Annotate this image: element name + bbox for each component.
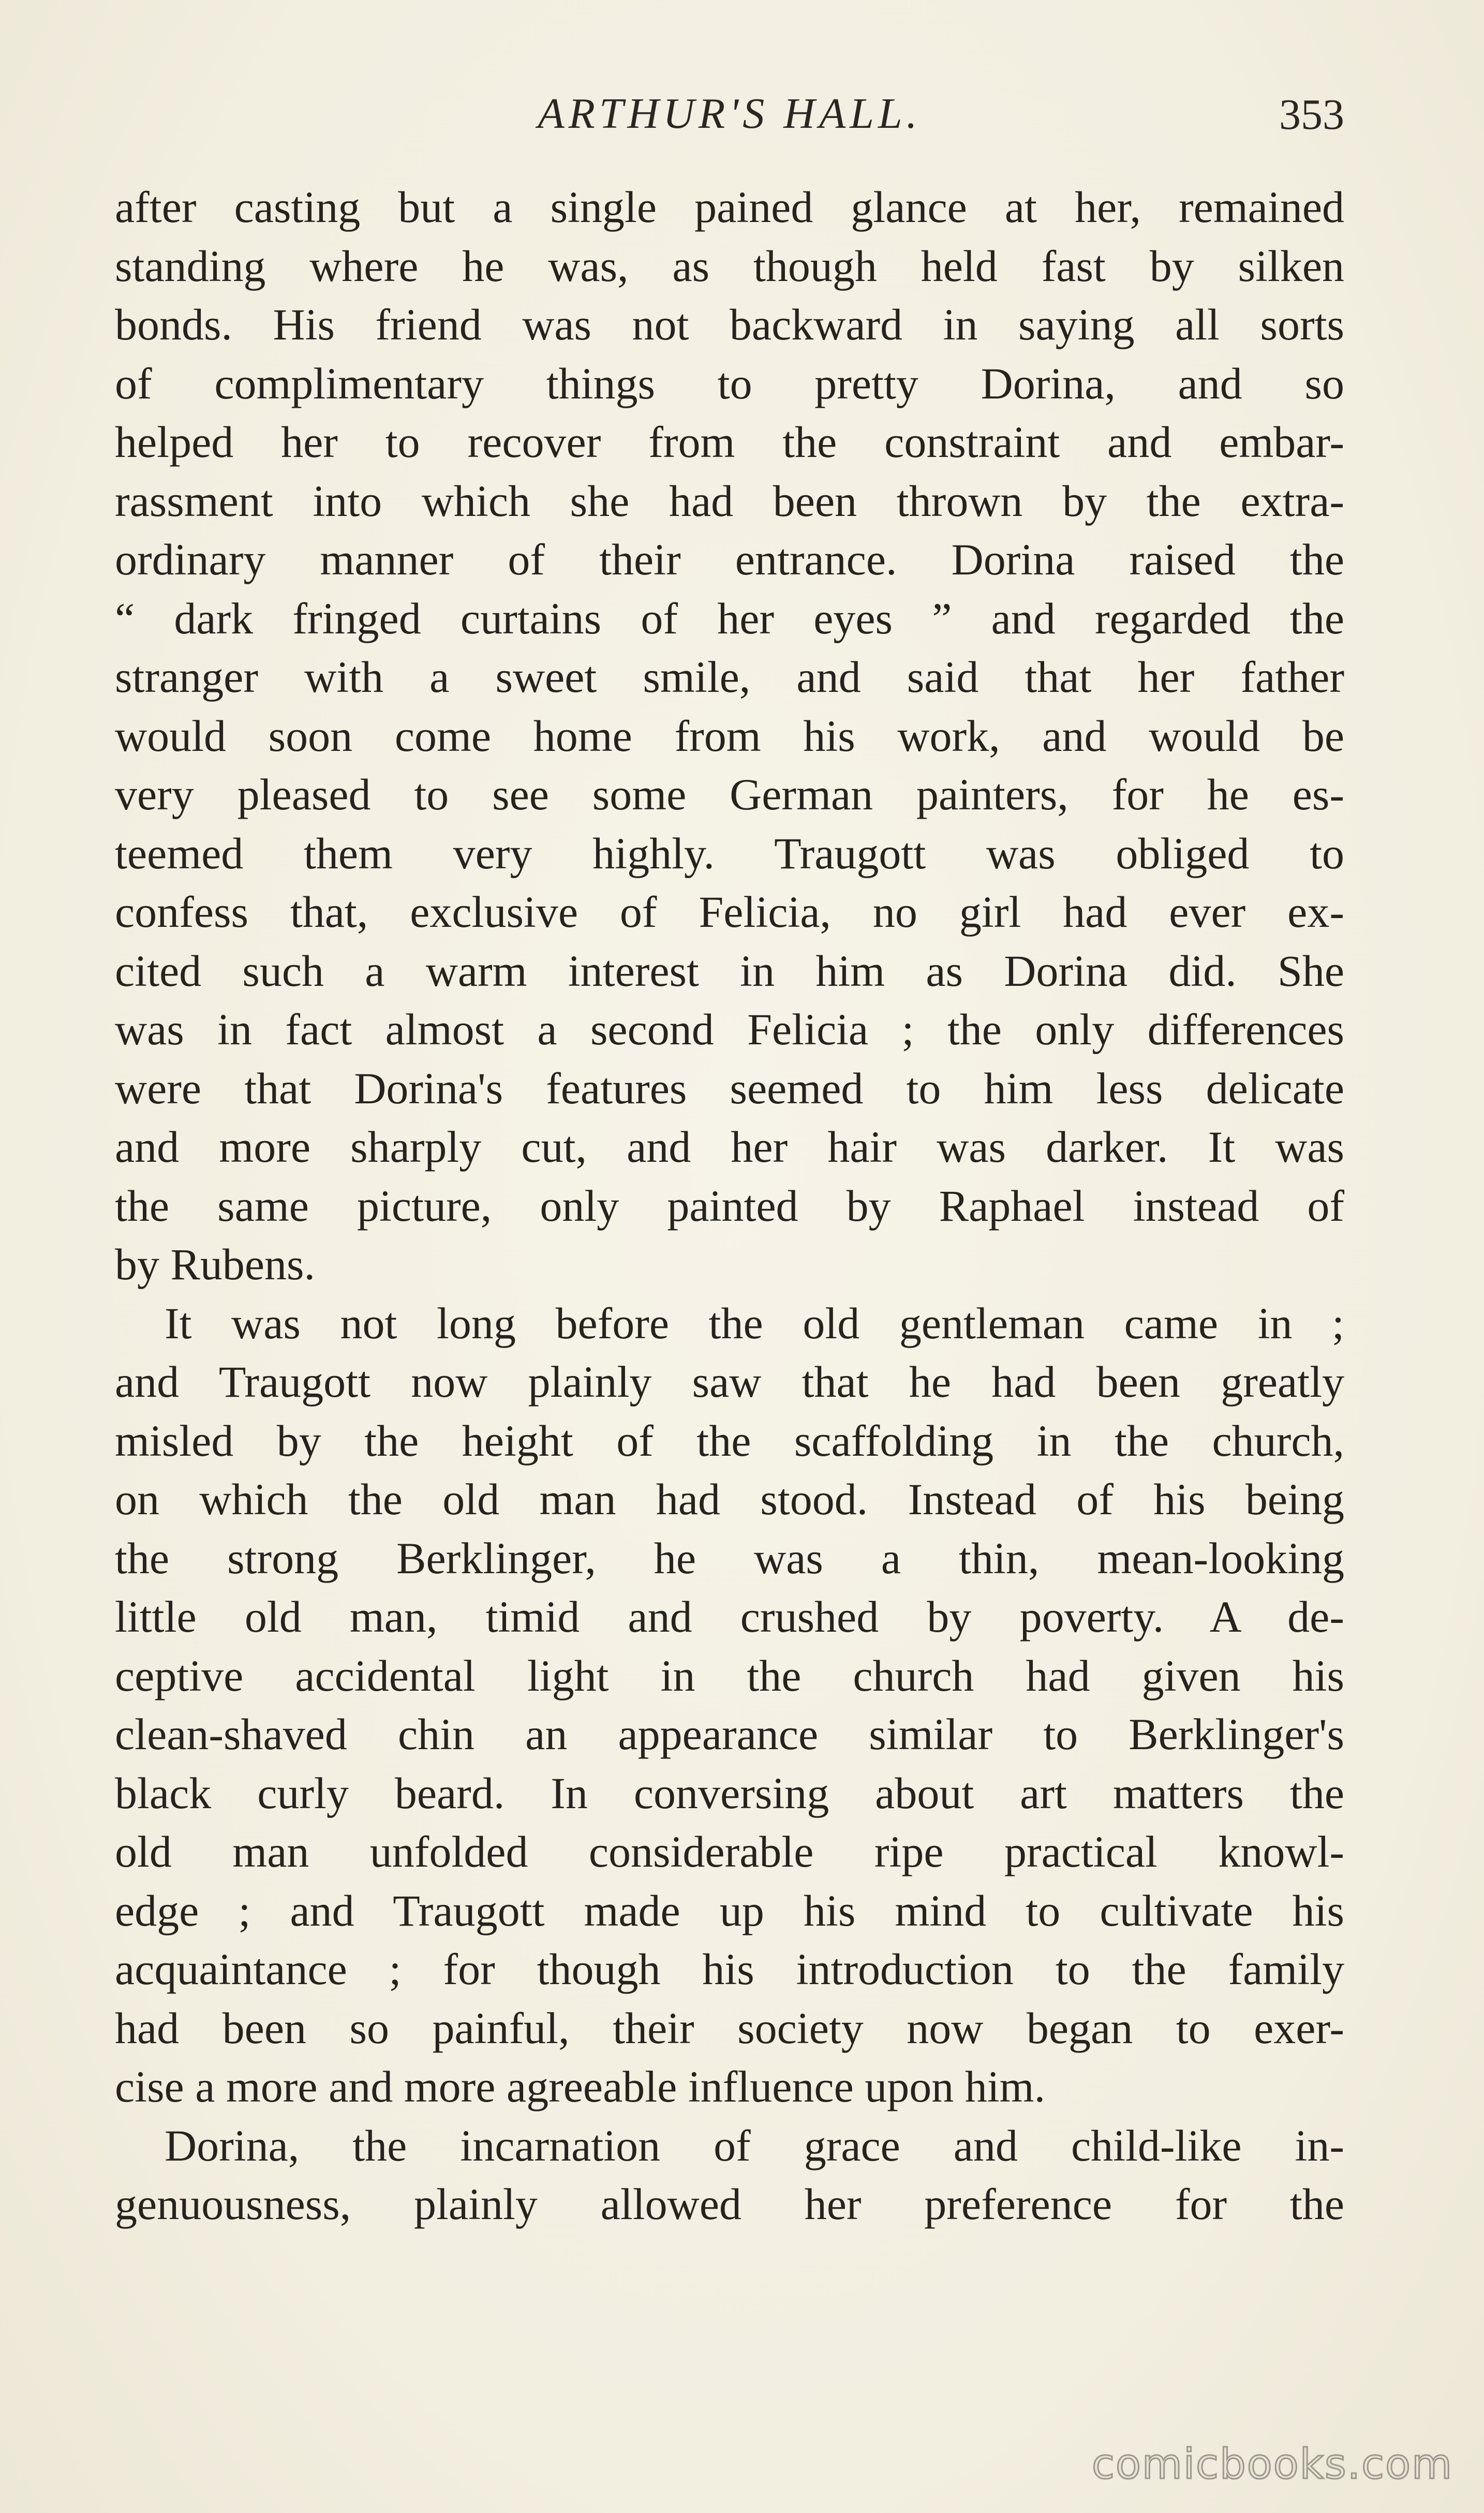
text-line: after casting but a single pained glance at her, remained <box>115 182 1344 232</box>
page-number: 353 <box>1279 91 1344 139</box>
text-line: old man unfolded considerable ripe practical knowl- <box>115 1827 1344 1876</box>
text-line: teemed them very highly. Traugott was obliged to <box>115 828 1344 878</box>
text-line: standing where he was, as though held fast by silken <box>115 241 1344 291</box>
text-line: cited such a warm interest in him as Dorina did. She <box>115 945 1344 996</box>
text-line: misled by the height of the scaffolding in the church, <box>115 1415 1344 1466</box>
text-line: confess that, exclusive of Felicia, no girl had ever ex- <box>115 887 1344 937</box>
text-line: stranger with a sweet smile, and said that her father <box>115 652 1344 702</box>
text-line: It was not long before the old gentleman came in ; <box>165 1298 1344 1348</box>
text-line: of complimentary things to pretty Dorina, and so <box>115 358 1344 408</box>
text-line: very pleased to see some German painters, for he es- <box>115 770 1344 819</box>
text-line: had been so painful, their society now began to exer- <box>115 2003 1344 2053</box>
text-line: would soon come home from his work, and would be <box>115 711 1344 761</box>
page-header <box>115 85 1344 147</box>
text-line: were that Dorina's features seemed to him less delicate <box>115 1063 1344 1113</box>
text-line: and more sharply cut, and her hair was darker. It was <box>115 1122 1344 1172</box>
text-line: rassment into which she had been thrown by the extra- <box>115 476 1344 526</box>
text-line: “ dark fringed curtains of her eyes ” and regarded the <box>115 593 1344 643</box>
running-title: ARTHUR'S HALL. <box>538 90 922 138</box>
text-line: and Traugott now plainly saw that he had been greatly <box>115 1357 1344 1407</box>
text-line: clean-shaved chin an appearance similar to Berklinger's <box>115 1709 1344 1759</box>
text-line: ordinary manner of their entrance. Dorina raised the <box>115 535 1344 584</box>
text-line: the strong Berklinger, he was a thin, mean-looking <box>115 1533 1344 1583</box>
text-line: genuousness, plainly allowed her preference for the <box>115 2179 1344 2229</box>
text-line: Dorina, the incarnation of grace and child-like in- <box>165 2120 1344 2170</box>
text-line: ceptive accidental light in the church had given his <box>115 1650 1344 1701</box>
text-line: acquaintance ; for though his introduction to the family <box>115 1944 1344 1994</box>
paragraph <box>115 2117 1344 2234</box>
body-text <box>115 178 1344 2234</box>
text-line: edge ; and Traugott made up his mind to cultivate his <box>115 1885 1344 1935</box>
text-line: bonds. His friend was not backward in saying all sorts <box>115 300 1344 349</box>
text-line: black curly beard. In conversing about art matters the <box>115 1768 1344 1818</box>
text-line: cise a more and more agreeable influence upon him. <box>115 2062 1046 2111</box>
text-line: by Rubens. <box>115 1239 315 1289</box>
text-line: helped her to recover from the constraint and embar- <box>115 417 1344 467</box>
watermark-text: comicbooks.com <box>1091 2440 1453 2488</box>
text-line: little old man, timid and crushed by poverty. A de- <box>115 1592 1344 1642</box>
text-line: on which the old man had stood. Instead of his being <box>115 1474 1344 1524</box>
paragraph <box>115 1294 1344 2117</box>
text-line: the same picture, only painted by Raphael instead of <box>115 1180 1344 1231</box>
paragraph <box>115 178 1344 1294</box>
text-line: was in fact almost a second Felicia ; the only differences <box>115 1004 1344 1054</box>
